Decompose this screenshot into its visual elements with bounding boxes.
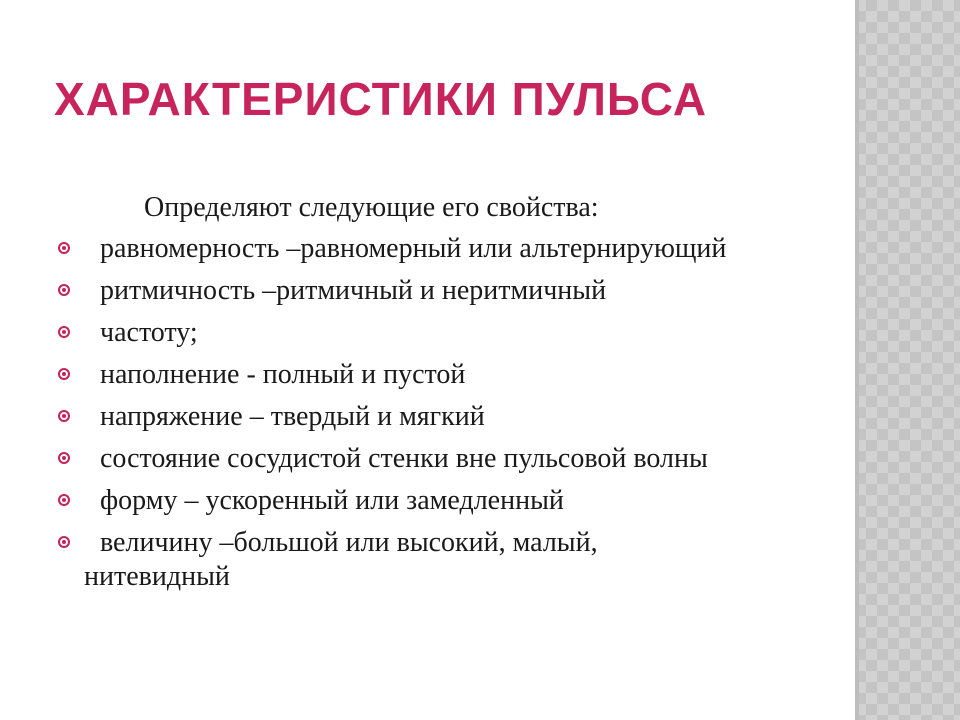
list-item [56, 316, 746, 350]
circle-bullet-icon [58, 368, 70, 380]
slide-title: ХАРАКТЕРИСТИКИ ПУЛЬСА [54, 73, 708, 125]
list-item [56, 484, 746, 518]
circle-bullet-icon [58, 242, 70, 254]
list-item [56, 442, 746, 476]
list-item-text: форму – ускоренный или замедленный [100, 485, 564, 516]
list-item-text: равномерность –равномерный или альтернирующий [100, 233, 727, 264]
circle-bullet-icon [58, 410, 70, 422]
circle-bullet-icon [58, 452, 70, 464]
list-item [56, 274, 746, 308]
bullet-list [56, 232, 746, 602]
circle-bullet-icon [58, 284, 70, 296]
circle-bullet-icon [58, 326, 70, 338]
list-item-text: напряжение – твердый и мягкий [100, 401, 485, 432]
intro-text: Определяют следующие его свойства: [144, 192, 599, 223]
list-item-text: состояние сосудистой стенки вне пульсовой волны [100, 443, 708, 474]
list-item [56, 526, 746, 594]
list-item [56, 400, 746, 434]
list-item-text: ритмичность –ритмичный и неритмичный [100, 275, 607, 306]
circle-bullet-icon [58, 494, 70, 506]
decorative-side-band [855, 0, 960, 720]
list-item [56, 232, 746, 266]
list-item [56, 358, 746, 392]
list-item-text: частоту; [100, 317, 198, 348]
list-item-text: величину –большой или высокий, малый, нитевидный [84, 527, 598, 592]
circle-bullet-icon [58, 536, 70, 548]
list-item-text: наполнение - полный и пустой [100, 359, 466, 390]
